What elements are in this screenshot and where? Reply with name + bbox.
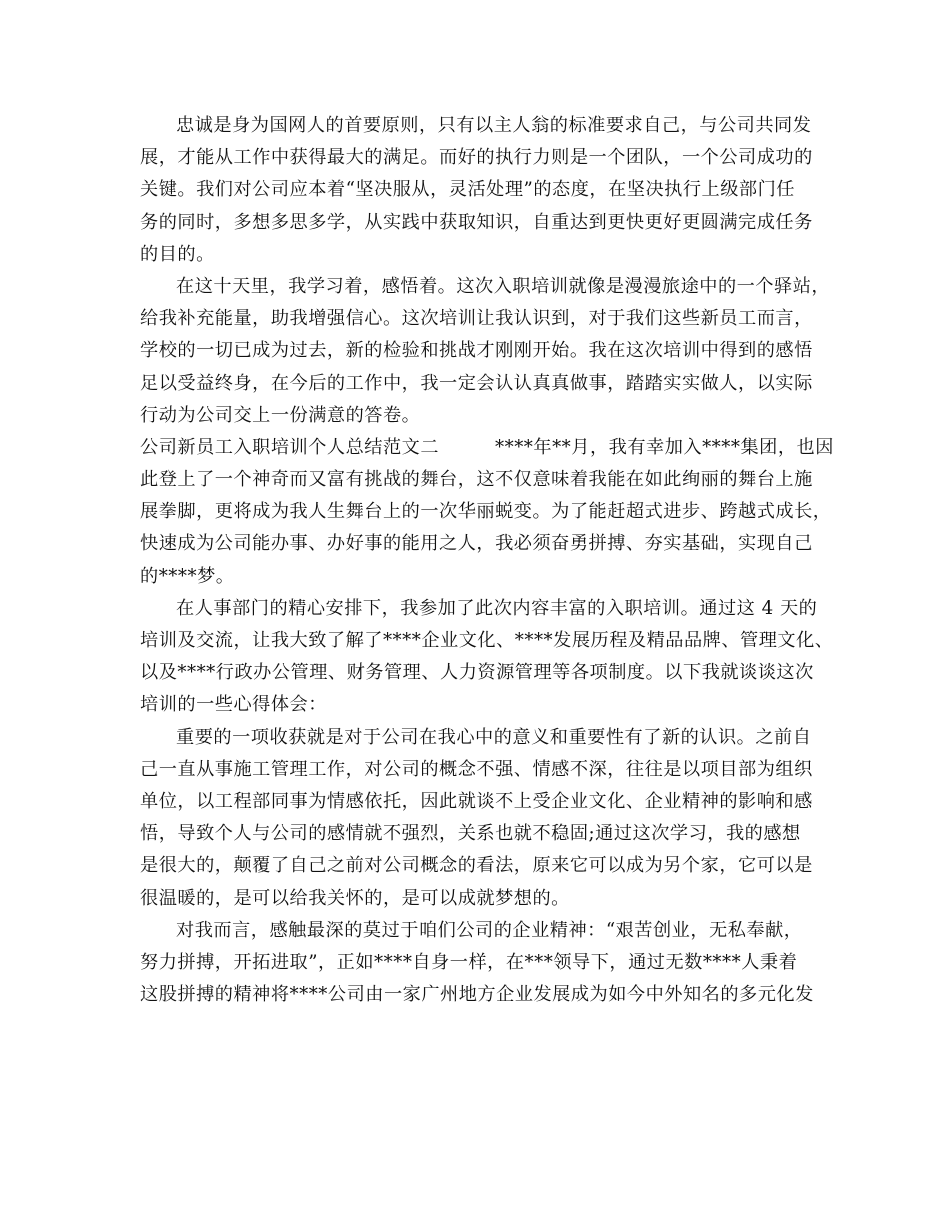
text-line: 行动为公司交上一份满意的答卷。 — [140, 404, 421, 426]
text-line: 在人事部门的精心安排下，我参加了此次内容丰富的入职培训。通过这 4 天的 — [176, 597, 818, 619]
text-line: 这股拼搏的精神将****公司由一家广州地方企业发展成为如今中外知名的多元化发 — [140, 984, 814, 1006]
text-line: 展拳脚，更将成为我人生舞台上的一次华丽蜕变。为了能赶超式进步、跨越式成长， — [140, 501, 832, 523]
paragraph-3 — [140, 432, 834, 593]
paragraph-2 — [140, 271, 830, 432]
text-line: 己一直从事施工管理工作，对公司的概念不强、情感不深，往往是以项目部为组织 — [140, 758, 813, 780]
text-line: 足以受益终身，在今后的工作中，我一定会认认真真做事，踏踏实实做人，以实际 — [140, 372, 813, 394]
text-line: 以及****行政办公管理、财务管理、人力资源管理等各项制度。以下我就谈谈这次 — [140, 662, 814, 684]
text-line: 培训及交流，让我大致了解了****企业文化、****发展历程及精品品牌、管理文化、 — [140, 630, 834, 651]
text-line: 重要的一项收获就是对于公司在我心中的意义和重要性有了新的认识。之前自 — [176, 726, 812, 748]
text-line: 给我补充能量，助我增强信心。这次培训让我认识到，对于我们这些新员工而言， — [140, 308, 813, 330]
text-line: 悟，导致个人与公司的感情就不强烈，关系也就不稳固;通过这次学习，我的感想 — [140, 823, 801, 845]
heading-tail-text: ****年**月，我有幸加入****集团，也因 — [495, 436, 834, 458]
text-line: 单位，以工程部同事为情感依托，因此就谈不上受企业文化、企业精神的影响和感 — [140, 790, 813, 812]
text-line: 努力拼搏，开拓进取”，正如****自身一样，在***领导下，通过无数****人秉着 — [140, 951, 798, 973]
text-line: 的目的。 — [140, 243, 215, 265]
text-line: 展，才能从工作中获得最大的满足。而好的执行力则是一个团队，一个公司成功的 — [140, 147, 813, 169]
text-line: 是很大的，颠覆了自己之前对公司概念的看法，原来它可以成为另个家，它可以是 — [140, 855, 813, 877]
text-line: 对我而言，感触最深的莫过于咱们公司的企业精神：“艰苦创业，无私奉献， — [176, 919, 803, 941]
heading-line — [140, 432, 834, 464]
document-page — [140, 110, 834, 1011]
section-heading: 公司新员工入职培训个人总结范文二 — [140, 436, 440, 458]
text-line: 快速成为公司能办事、办好事的能用之人，我必须奋勇拼搏、夯实基础，实现自己 — [140, 533, 813, 555]
text-line: 很温暖的，是可以给我关怀的，是可以成就梦想的。 — [140, 887, 570, 909]
text-line: 此登上了一个神奇而又富有挑战的舞台，这不仅意味着我能在如此绚丽的舞台上施 — [140, 469, 813, 491]
paragraph-5 — [140, 722, 830, 915]
text-line: 的****梦。 — [140, 565, 235, 587]
text-line: 在这十天里，我学习着，感悟着。这次入职培训就像是漫漫旅途中的一个驿站， — [176, 275, 831, 297]
paragraph-4 — [140, 593, 834, 722]
text-line: 培训的一些心得体会： — [140, 694, 327, 716]
text-line: 关键。我们对公司应本着“坚决服从，灵活处理”的态度，在坚决执行上级部门任 — [140, 179, 795, 201]
text-line: 学校的一切已成为过去，新的检验和挑战才刚刚开始。我在这次培训中得到的感悟 — [140, 340, 813, 362]
text-line: 务的同时，多想多思多学，从实践中获取知识，自重达到更快更好更圆满完成任务 — [140, 211, 813, 233]
text-line: 忠诚是身为国网人的首要原则，只有以主人翁的标准要求自己，与公司共同发 — [176, 115, 812, 136]
paragraph-1 — [140, 110, 830, 271]
paragraph-6 — [140, 915, 830, 1012]
